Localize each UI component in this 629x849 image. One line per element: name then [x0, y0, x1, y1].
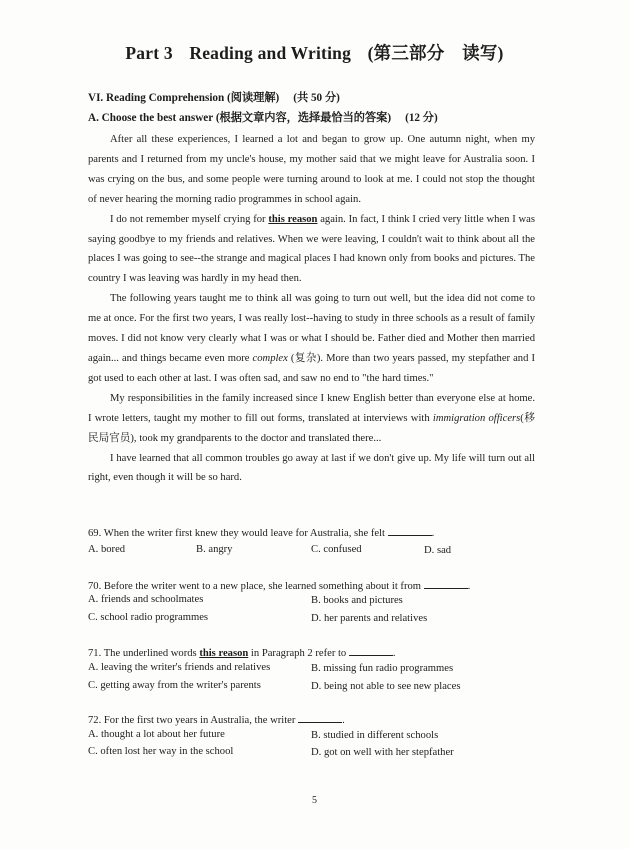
p3-text-a: The following years taught me to think all was going to turn out well, but the idea did not come to me at once. For the first two years, I was really lost--having to study in three schools as a result of family moves. I did not know very clearly what I was or what I should be. Father died and Mother then married again... and things became even more	[88, 293, 535, 364]
paragraph-2	[88, 210, 535, 290]
question-71-stem-c: in Paragraph 2 refer to	[248, 648, 347, 659]
question-71-underlined: this reason	[199, 648, 249, 659]
option-72-b[interactable]: B. studied in different schools	[311, 730, 439, 741]
option-69-d[interactable]: D. sad	[424, 545, 452, 556]
paragraph-5: I have learned that all common troubles go away at last if we don't give up. My life will turn out all right, even though it will be so hard.	[88, 452, 535, 484]
section-heading-text: VI. Reading Comprehension (阅读理解)	[88, 92, 280, 104]
option-71-b[interactable]: B. missing fun radio programmes	[311, 663, 454, 674]
paragraph-1: After all these experiences, I learned a lot and began to grow up. One autumn night, when my parents and I returned from my uncle's house, my mother said that we might leave for Australia soon. I was crying on the bus, and some people were turning around to look at me. I could not stop the thought of never hearing the morning radio programmes in school again.	[88, 134, 535, 205]
paragraph-4	[88, 389, 535, 449]
section-sub-heading	[88, 109, 438, 125]
p2-text-b: again. In fact, I think I cried very little when I was saying goodbye to my friends and relatives. When we were leaving, I couldn't wait to think about all the places I was going to see--the strange and magical places I had known only from books and pictures. The country I was leaving was hardly in my head then.	[88, 213, 535, 285]
p4-text-a: My responsibilities in the family increased since I knew English better than everyone else at home. I wrote letters, taught my mother to fill out forms, translated at interviews with	[88, 392, 535, 424]
p2-text-a: I do not remember myself crying for	[110, 213, 269, 225]
question-69-stem: 69. When the writer first knew they would leave for Australia, she felt	[88, 528, 385, 539]
page-title	[0, 40, 629, 65]
option-71-d[interactable]: D. being not able to see new places	[311, 681, 461, 692]
option-69-b[interactable]: B. angry	[196, 544, 233, 555]
question-72-blank[interactable]	[298, 712, 342, 723]
question-71-stem: 71. The underlined words	[88, 648, 200, 659]
section-heading	[88, 89, 340, 105]
option-72-d[interactable]: D. got on well with her stepfather	[311, 747, 454, 758]
option-72-a[interactable]: A. thought a lot about her future	[88, 729, 225, 740]
option-71-a[interactable]: A. leaving the writer's friends and relatives	[88, 662, 271, 673]
italic-immigration-officers: immigration officers	[432, 412, 521, 424]
question-70-stem: 70. Before the writer went to a new place, she learned something about it from	[88, 581, 422, 592]
question-72	[88, 712, 345, 726]
option-69-c[interactable]: C. confused	[311, 544, 362, 555]
title-name: Reading and Writing	[189, 43, 352, 63]
p3-text-b: (复杂). More than two years passed, my stepfather and I got used to each other at last. I was often sad, and saw no end to "the hard times."	[88, 352, 535, 384]
p4-text-b: (移民局官员), took my grandparents to the doctor and translated there...	[88, 412, 535, 444]
question-70-blank[interactable]	[424, 578, 468, 589]
question-70-end: .	[467, 581, 471, 592]
title-part: Part 3	[125, 43, 173, 63]
section-points: (共 50 分)	[293, 92, 340, 104]
paragraph-3	[88, 289, 535, 389]
option-70-c[interactable]: C. school radio programmes	[88, 612, 209, 623]
option-71-c[interactable]: C. getting away from the writer's parents	[88, 680, 261, 691]
question-71-end: .	[392, 648, 396, 659]
underlined-this-reason: this reason	[268, 213, 318, 225]
question-72-stem: 72. For the first two years in Australia, the writer	[88, 715, 296, 726]
reading-passage	[88, 130, 535, 488]
question-70	[88, 578, 470, 592]
option-70-b[interactable]: B. books and pictures	[311, 595, 403, 606]
option-70-a[interactable]: A. friends and schoolmates	[88, 594, 204, 605]
question-69-blank[interactable]	[388, 525, 432, 536]
sub-heading-text: A. Choose the best answer (根据文章内容，选择最恰当的答案)	[88, 112, 392, 124]
option-72-c[interactable]: C. often lost her way in the school	[88, 746, 234, 757]
question-71	[88, 645, 396, 659]
page-number: 5	[312, 795, 317, 806]
option-70-d[interactable]: D. her parents and relatives	[311, 613, 428, 624]
italic-complex: complex	[252, 352, 288, 364]
sub-heading-points: (12 分)	[405, 112, 438, 124]
question-72-end: .	[342, 715, 345, 726]
title-cn: (第三部分 读写)	[367, 43, 504, 63]
question-69-end: .	[431, 528, 435, 539]
question-71-blank[interactable]	[349, 645, 393, 656]
question-69	[88, 525, 434, 539]
option-69-a[interactable]: A. bored	[88, 544, 126, 555]
